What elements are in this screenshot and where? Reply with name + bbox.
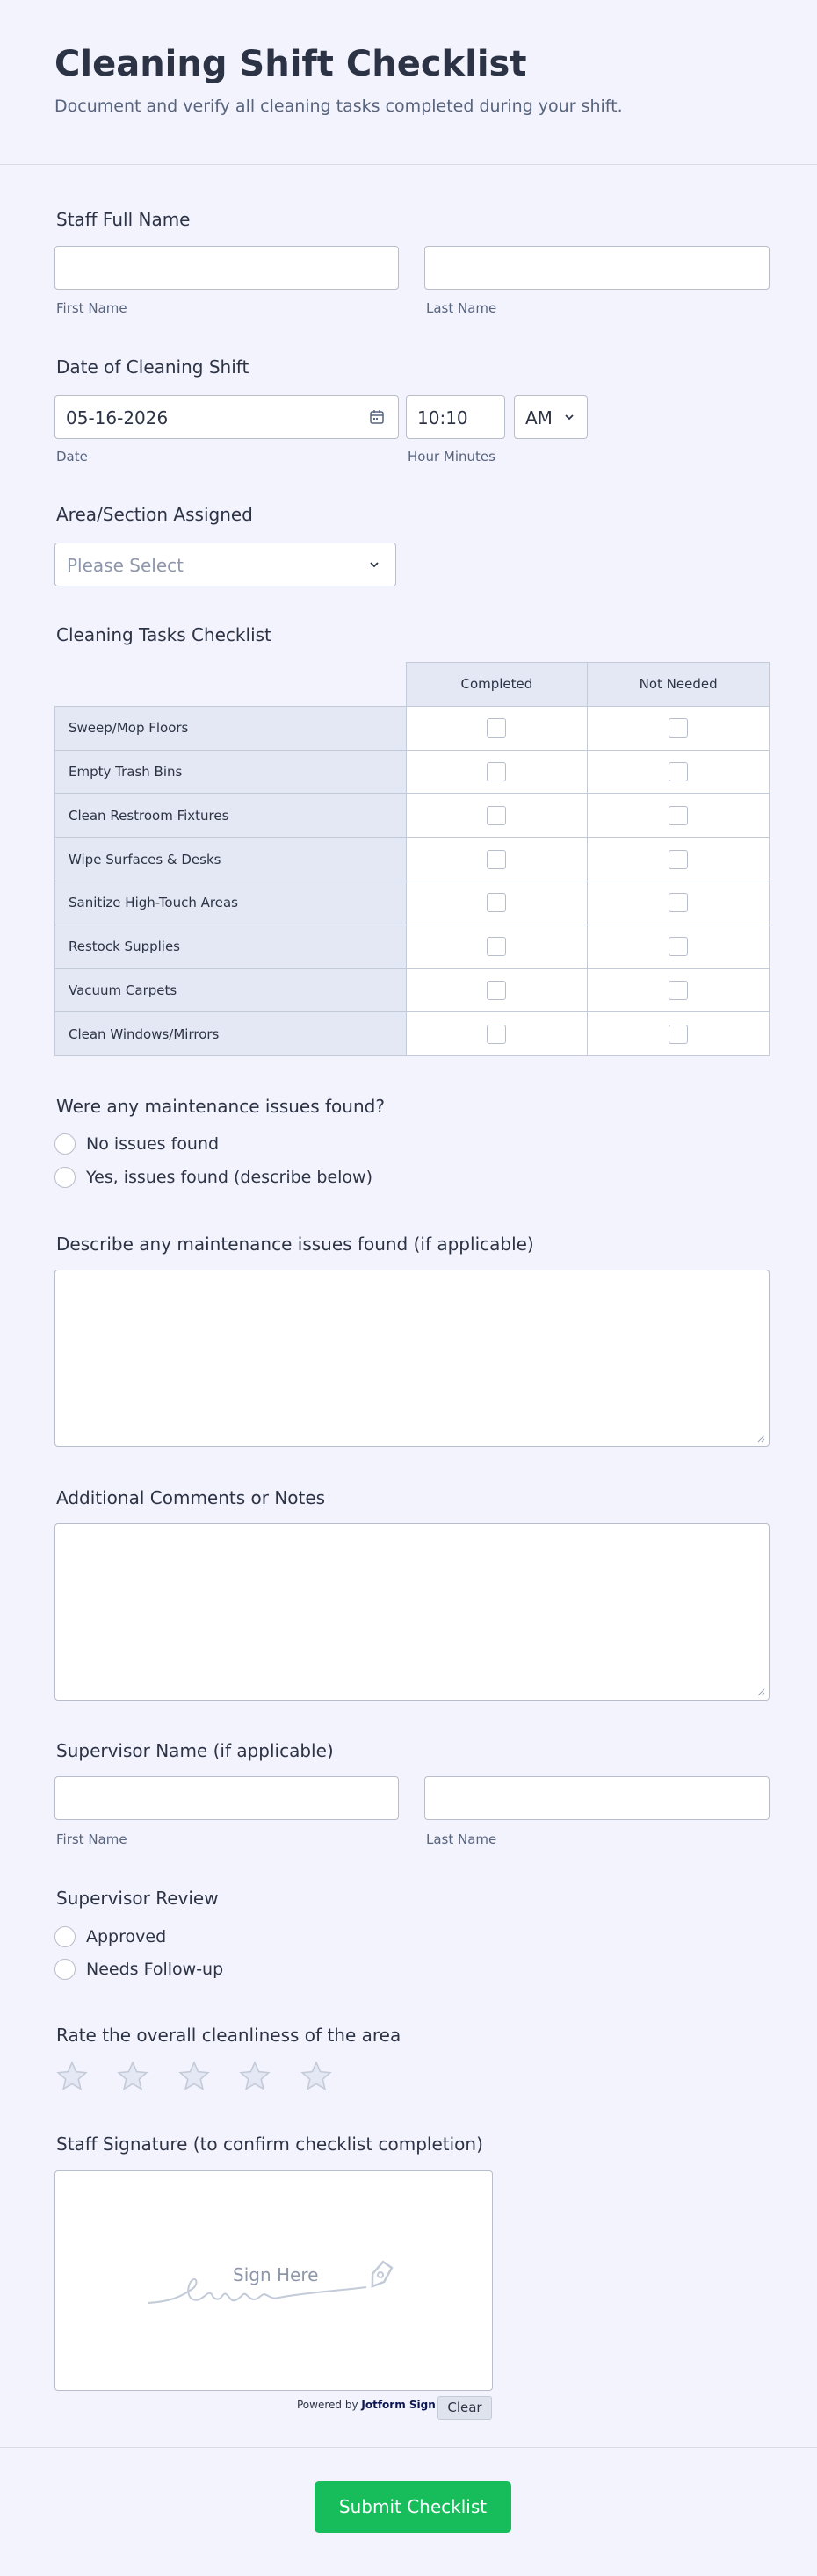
maintenance-radio-no-issues[interactable]: [54, 1133, 76, 1155]
completed-checkbox[interactable]: [487, 806, 506, 825]
maintenance-label: Were any maintenance issues found?: [56, 1096, 385, 1117]
table-row: [55, 838, 770, 881]
calendar-icon[interactable]: [368, 408, 386, 426]
supervisor-last-name-sublabel: Last Name: [426, 1831, 497, 1847]
jotform-sign-brand: Jotform Sign: [361, 2399, 436, 2411]
completed-checkbox[interactable]: [487, 718, 506, 738]
area-select-placeholder: Please Select: [67, 555, 184, 576]
matrix-row-label: Empty Trash Bins: [55, 750, 407, 794]
staff-last-name-sublabel: Last Name: [426, 300, 497, 316]
matrix-row-label: Vacuum Carpets: [55, 968, 407, 1012]
shift-ampm-select[interactable]: AM: [514, 395, 588, 439]
matrix-row-label: Restock Supplies: [55, 925, 407, 968]
describe-label: Describe any maintenance issues found (if applicable): [56, 1234, 534, 1255]
not-needed-checkbox[interactable]: [669, 981, 688, 1000]
star-icon[interactable]: [116, 2060, 149, 2093]
maintenance-radio-yes-issues[interactable]: [54, 1167, 76, 1188]
matrix-row-label: Clean Restroom Fixtures: [55, 794, 407, 838]
maintenance-option-label[interactable]: No issues found: [86, 1134, 220, 1154]
table-row: [55, 925, 770, 968]
not-needed-checkbox[interactable]: [669, 893, 688, 912]
matrix-column-not-needed: Not Needed: [588, 663, 770, 707]
submit-button[interactable]: Submit Checklist: [315, 2481, 511, 2533]
describe-textarea[interactable]: [54, 1270, 770, 1447]
table-row: [55, 1012, 770, 1056]
comments-textarea[interactable]: [54, 1523, 770, 1701]
signature-pad[interactable]: [54, 2170, 493, 2391]
not-needed-checkbox[interactable]: [669, 718, 688, 738]
matrix-row-label: Sanitize High-Touch Areas: [55, 881, 407, 925]
not-needed-checkbox[interactable]: [669, 806, 688, 825]
staff-first-name-input[interactable]: [54, 246, 399, 290]
star-icon[interactable]: [300, 2060, 333, 2093]
supervisor-name-label: Supervisor Name (if applicable): [56, 1740, 334, 1761]
powered-by-text: Powered by Jotform Sign: [297, 2399, 436, 2411]
area-select[interactable]: [54, 543, 396, 586]
not-needed-checkbox[interactable]: [669, 937, 688, 956]
completed-checkbox[interactable]: [487, 850, 506, 869]
star-icon[interactable]: [238, 2060, 271, 2093]
matrix-row-label: Wipe Surfaces & Desks: [55, 838, 407, 881]
shift-time-input[interactable]: 10:10: [406, 395, 505, 439]
supervisor-first-name-sublabel: First Name: [56, 1831, 127, 1847]
table-row: [55, 968, 770, 1012]
tasks-matrix: [54, 662, 770, 1056]
shift-date-input[interactable]: 05-16-2026: [54, 395, 399, 439]
shift-time-sublabel: Hour Minutes: [408, 449, 495, 464]
maintenance-option-label[interactable]: Yes, issues found (describe below): [86, 1168, 372, 1187]
footer-divider: [0, 2447, 817, 2448]
review-radio-needs-follow-up[interactable]: [54, 1959, 76, 1980]
chevron-down-icon: [365, 556, 383, 573]
chevron-down-icon: [560, 408, 578, 426]
completed-checkbox[interactable]: [487, 981, 506, 1000]
table-row: [55, 706, 770, 750]
star-icon[interactable]: [177, 2060, 211, 2093]
signature-scribble-icon: [147, 2256, 410, 2308]
completed-checkbox[interactable]: [487, 1025, 506, 1044]
review-option-label[interactable]: Approved: [86, 1927, 167, 1946]
not-needed-checkbox[interactable]: [669, 762, 688, 781]
signature-label: Staff Signature (to confirm checklist completion): [56, 2133, 483, 2155]
form-subtitle: Document and verify all cleaning tasks completed during your shift.: [54, 97, 623, 116]
review-option-label[interactable]: Needs Follow-up: [86, 1960, 224, 1979]
staff-name-label: Staff Full Name: [56, 209, 191, 230]
staff-last-name-input[interactable]: [424, 246, 770, 290]
area-label: Area/Section Assigned: [56, 504, 253, 525]
staff-first-name-sublabel: First Name: [56, 300, 127, 316]
completed-checkbox[interactable]: [487, 893, 506, 912]
review-radio-approved[interactable]: [54, 1926, 76, 1947]
shift-date-label: Date of Cleaning Shift: [56, 356, 249, 378]
not-needed-checkbox[interactable]: [669, 1025, 688, 1044]
comments-label: Additional Comments or Notes: [56, 1487, 326, 1508]
table-row: [55, 881, 770, 925]
form-header: [0, 0, 817, 165]
supervisor-review-label: Supervisor Review: [56, 1888, 219, 1909]
tasks-label: Cleaning Tasks Checklist: [56, 624, 271, 645]
star-icon[interactable]: [55, 2060, 89, 2093]
matrix-corner: [55, 663, 407, 707]
matrix-row-label: Clean Windows/Mirrors: [55, 1012, 407, 1056]
table-row: [55, 750, 770, 794]
matrix-row-label: Sweep/Mop Floors: [55, 706, 407, 750]
signature-placeholder: Sign Here: [233, 2264, 319, 2285]
completed-checkbox[interactable]: [487, 762, 506, 781]
form-title: Cleaning Shift Checklist: [54, 44, 527, 84]
table-row: [55, 794, 770, 838]
supervisor-last-name-input[interactable]: [424, 1776, 770, 1820]
clear-signature-button[interactable]: Clear: [437, 2396, 492, 2420]
matrix-header-row: [55, 663, 770, 707]
shift-date-sublabel: Date: [56, 449, 88, 464]
rating-label: Rate the overall cleanliness of the area: [56, 2025, 401, 2046]
matrix-column-completed: Completed: [406, 663, 588, 707]
resize-handle-icon[interactable]: [756, 1434, 765, 1443]
supervisor-first-name-input[interactable]: [54, 1776, 399, 1820]
resize-handle-icon[interactable]: [756, 1687, 765, 1696]
completed-checkbox[interactable]: [487, 937, 506, 956]
not-needed-checkbox[interactable]: [669, 850, 688, 869]
